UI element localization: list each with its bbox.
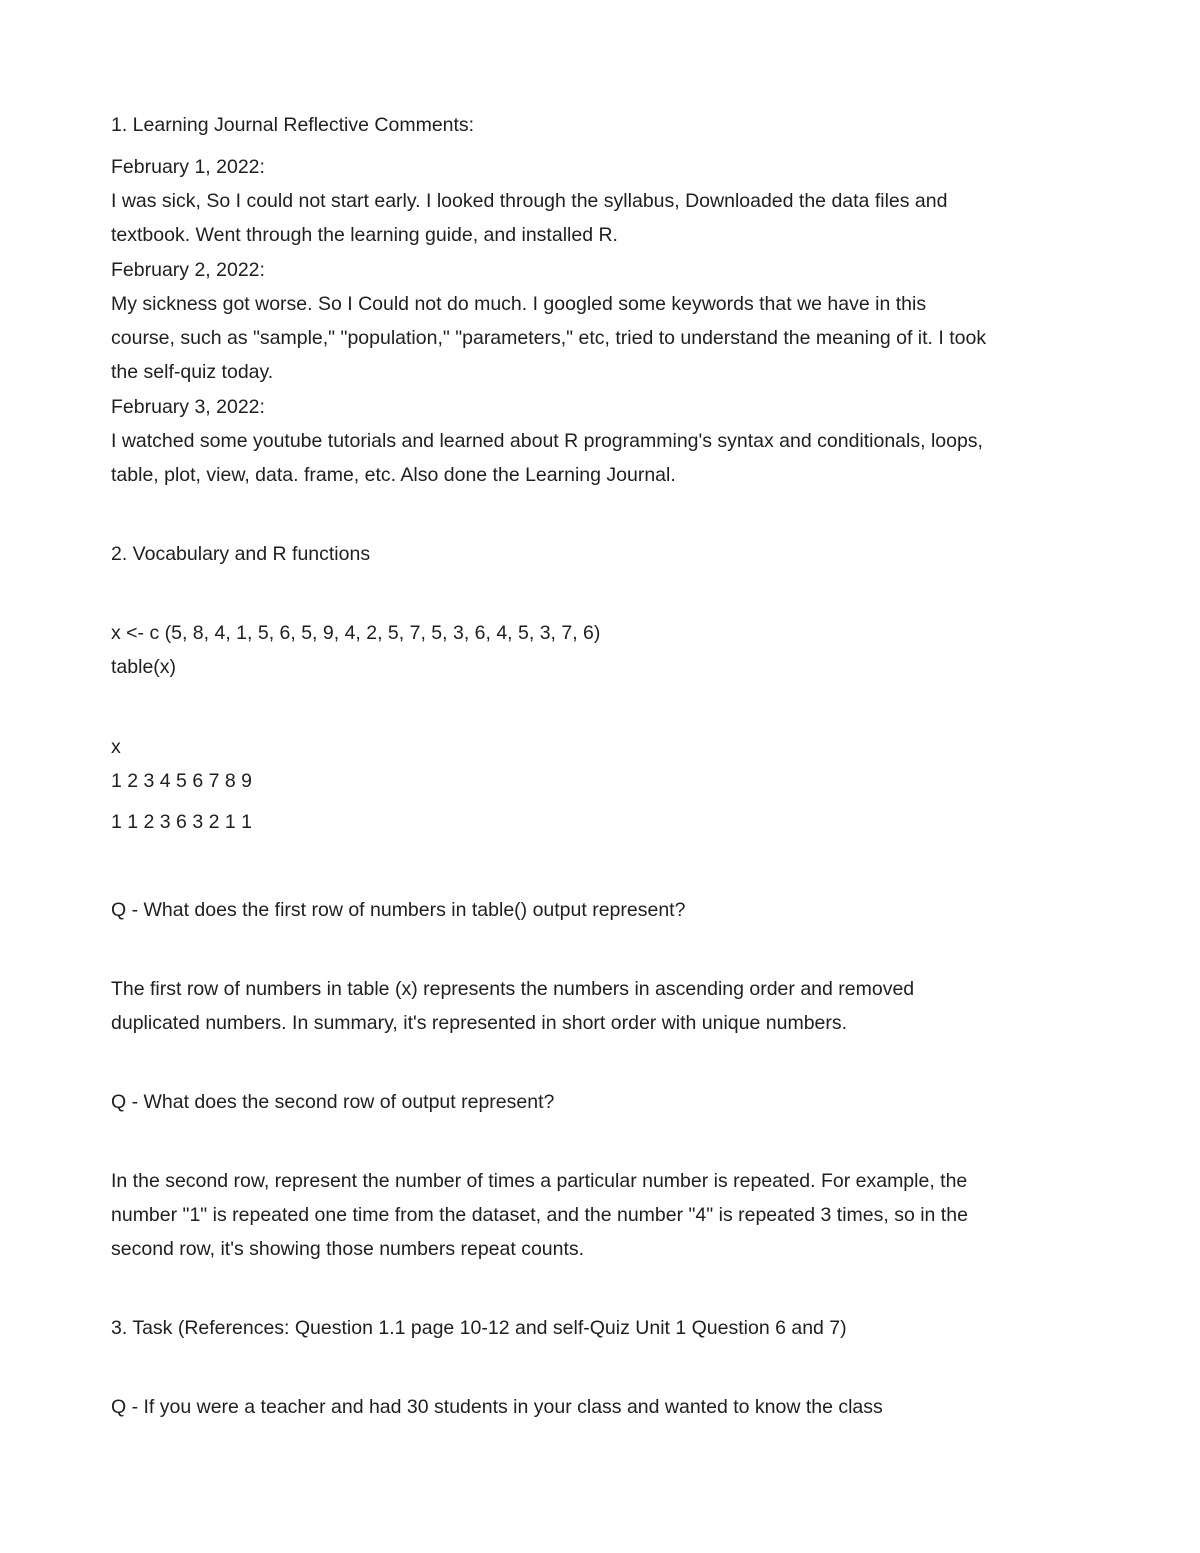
entry-3-date: February 3, 2022: bbox=[111, 396, 265, 418]
output-line-3: 1 1 2 3 6 3 2 1 1 bbox=[111, 811, 252, 833]
question-3: Q - If you were a teacher and had 30 students in your class and wanted to know the class bbox=[111, 1396, 883, 1418]
output-line-1: x bbox=[111, 736, 121, 758]
answer-2-line-1: In the second row, represent the number of times a particular number is repeated. For example, the bbox=[111, 1170, 968, 1192]
section-1-heading: 1. Learning Journal Reflective Comments: bbox=[111, 114, 475, 136]
entry-1-line-2: textbook. Went through the learning guide, and installed R. bbox=[111, 224, 618, 246]
answer-1-line-2: duplicated numbers. In summary, it's represented in short order with unique numbers. bbox=[111, 1012, 848, 1034]
section-3-heading: 3. Task (References: Question 1.1 page 10-12 and self-Quiz Unit 1 Question 6 and 7) bbox=[111, 1317, 847, 1339]
entry-2-line-3: the self-quiz today. bbox=[111, 361, 274, 383]
code-line-2: table(x) bbox=[111, 656, 177, 678]
entry-1-line-1: I was sick, So I could not start early. I looked through the syllabus, Downloaded the data files and bbox=[111, 190, 948, 212]
entry-2-line-2: course, such as "sample," "population," "parameters," etc, tried to understand the meaning of it. I took bbox=[111, 327, 987, 349]
question-1: Q - What does the first row of numbers in table() output represent? bbox=[111, 899, 686, 921]
answer-1-line-1: The first row of numbers in table (x) represents the numbers in ascending order and removed bbox=[111, 978, 915, 1000]
entry-2-line-1: My sickness got worse. So I Could not do much. I googled some keywords that we have in this bbox=[111, 293, 927, 315]
question-2: Q - What does the second row of output represent? bbox=[111, 1091, 555, 1113]
entry-3-line-2: table, plot, view, data. frame, etc. Also done the Learning Journal. bbox=[111, 464, 676, 486]
entry-3-line-1: I watched some youtube tutorials and learned about R programming's syntax and conditionals, loops, bbox=[111, 430, 983, 452]
section-2-heading: 2. Vocabulary and R functions bbox=[111, 543, 371, 565]
entry-1-date: February 1, 2022: bbox=[111, 156, 265, 178]
entry-2-date: February 2, 2022: bbox=[111, 259, 265, 281]
answer-2-line-3: second row, it's showing those numbers repeat counts. bbox=[111, 1238, 585, 1260]
answer-2-line-2: number "1" is repeated one time from the dataset, and the number "4" is repeated 3 times, so in the bbox=[111, 1204, 968, 1226]
output-line-2: 1 2 3 4 5 6 7 8 9 bbox=[111, 770, 252, 792]
code-line-1: x <- c (5, 8, 4, 1, 5, 6, 5, 9, 4, 2, 5, 7, 5, 3, 6, 4, 5, 3, 7, 6) bbox=[111, 622, 601, 644]
